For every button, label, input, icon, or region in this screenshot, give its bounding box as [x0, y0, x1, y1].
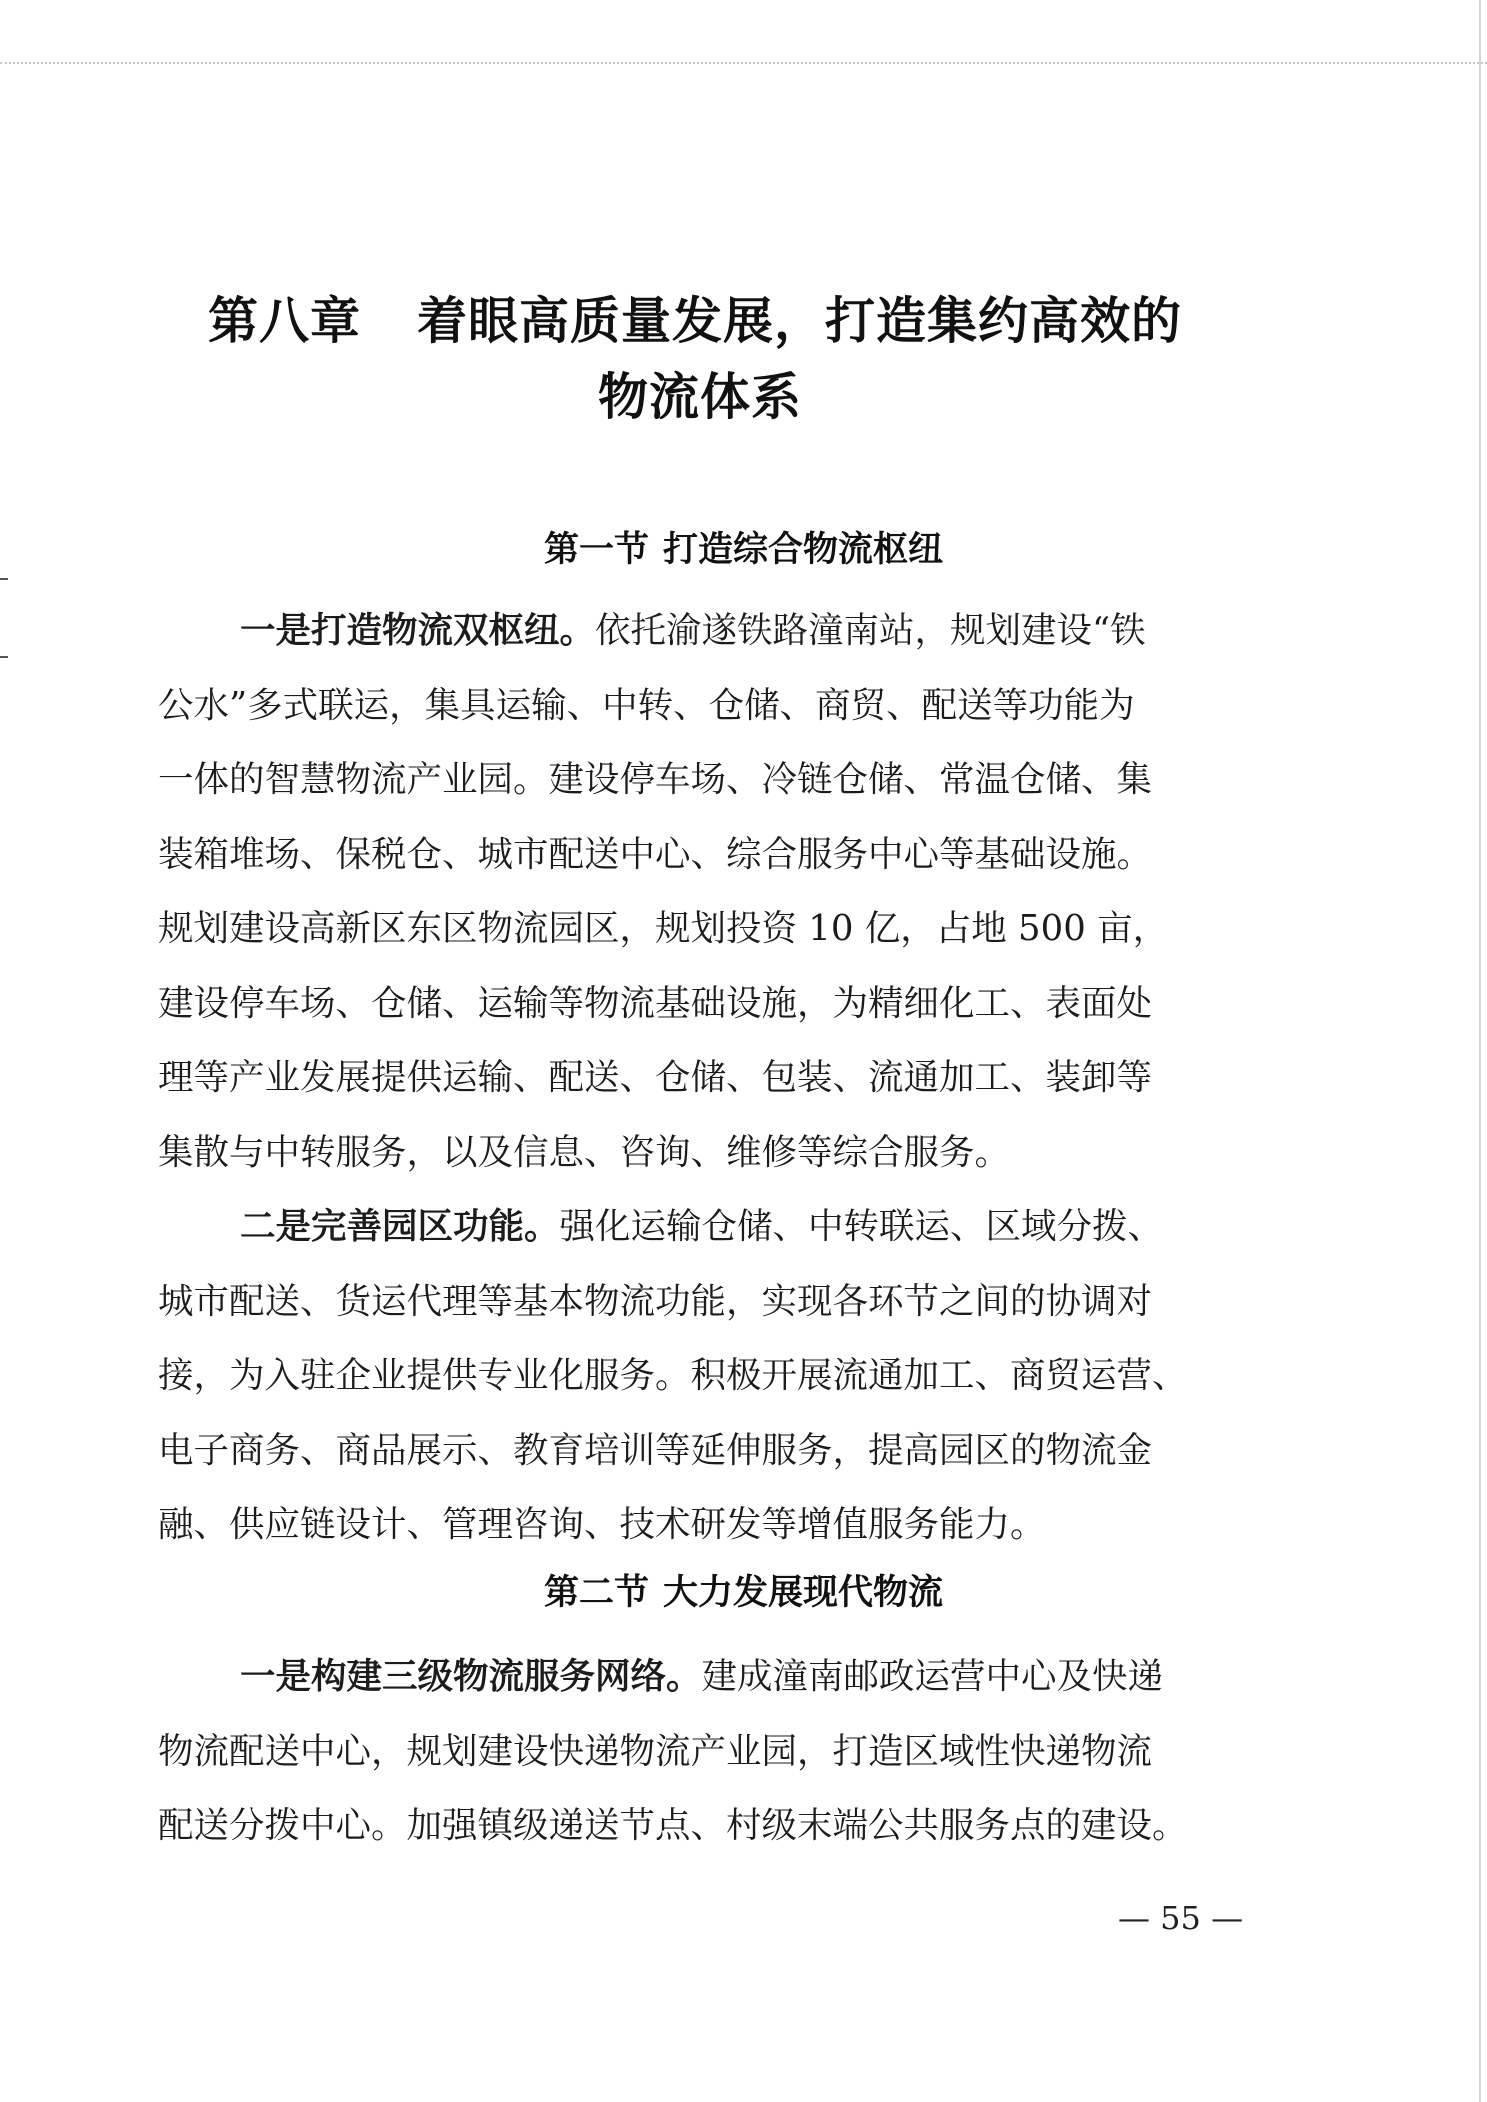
scan-margin-mark [0, 656, 8, 658]
paragraph [158, 1190, 1268, 1563]
paragraph-line: 规划建设高新区东区物流园区，规划投资 10 亿，占地 500 亩， [158, 908, 1169, 949]
paragraph-line: 物流配送中心，规划建设快递物流产业园，打造区域性快递物流 [158, 1730, 1153, 1772]
section-label: 第二节 [543, 1573, 649, 1613]
paragraph-line: 公水”多式联运，集具运输、中转、仓储、商贸、配送等功能为 [158, 684, 1135, 726]
scan-edge-line [0, 62, 1487, 64]
paragraph-lead: 一是打造物流双枢纽。 [240, 610, 596, 651]
section-label: 第一节 [543, 530, 649, 570]
paragraph-lead: 一是构建三级物流服务网络。 [240, 1656, 702, 1697]
paragraph-line: 建设停车场、仓储、运输等物流基础设施，为精细化工、表面处 [158, 982, 1153, 1024]
paragraph [158, 1640, 1268, 1864]
section-title [150, 1568, 1337, 1618]
chapter-title-line [150, 283, 1250, 359]
paragraph-line: 集散与中转服务，以及信息、咨询、维修等综合服务。 [158, 1131, 1011, 1173]
chapter-label: 第八章 [208, 292, 361, 350]
paragraph-line [158, 1190, 1268, 1265]
paragraph-line: 接，为入驻企业提供专业化服务。积极开展流通加工、商贸运营、 [158, 1355, 1188, 1396]
section-title-text: 大力发展现代物流 [663, 1573, 944, 1613]
paragraph [158, 594, 1268, 1190]
paragraph-line: 电子商务、商品展示、教育培训等延伸服务，提高园区的物流金 [158, 1429, 1153, 1471]
paragraph-line: 理等产业发展提供运输、配送、仓储、包装、流通加工、装卸等 [158, 1057, 1153, 1098]
section-title [150, 525, 1337, 575]
paragraph-line: 融、供应链设计、管理咨询、技术研发等增值服务能力。 [158, 1504, 1046, 1545]
paragraph-line [158, 594, 1268, 669]
page-number: — 55 — [1118, 1899, 1244, 1937]
paragraph-lead: 二是完善园区功能。 [240, 1206, 560, 1247]
paragraph-text: 依托渝遂铁路潼南站，规划建设“铁 [595, 610, 1146, 651]
paragraph-line: 装箱堆场、保税仓、城市配送中心、综合服务中心等基础设施。 [158, 833, 1153, 875]
paragraph-text: 强化运输仓储、中转联运、区域分拨、 [559, 1206, 1164, 1247]
paragraph-line [158, 1640, 1268, 1715]
scan-edge-line [1479, 0, 1481, 2102]
chapter-title [150, 283, 1250, 435]
section-title-text: 打造综合物流枢纽 [663, 530, 944, 570]
chapter-title-text: 着眼高质量发展，打造集约高效的 [417, 292, 1182, 350]
scan-margin-mark [0, 578, 8, 580]
paragraph-line: 配送分拨中心。加强镇级递送节点、村级末端公共服务点的建设。 [158, 1805, 1188, 1846]
paragraph-line: 城市配送、货运代理等基本物流功能，实现各环节之间的协调对 [158, 1280, 1153, 1322]
paragraph-line: 一体的智慧物流产业园。建设停车场、冷链仓储、常温仓储、集 [158, 759, 1153, 800]
chapter-title-line: 物流体系 [598, 368, 802, 426]
paragraph-text: 建成潼南邮政运营中心及快递 [701, 1656, 1164, 1697]
